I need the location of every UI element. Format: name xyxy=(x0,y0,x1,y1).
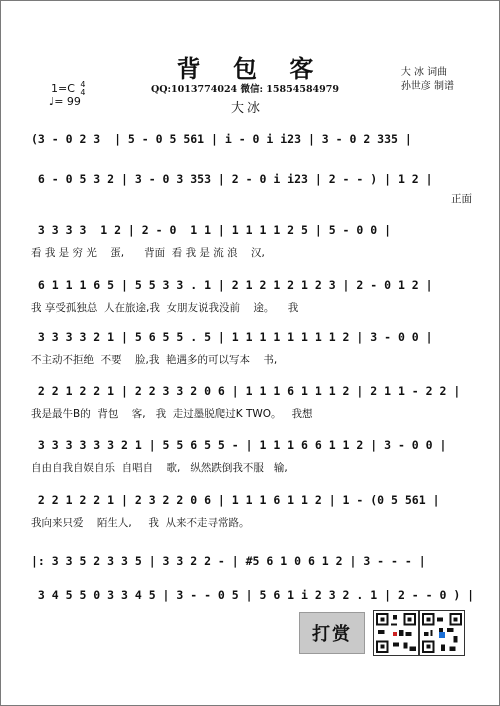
stave-2 xyxy=(31,171,477,187)
lyrics-music-credit: 大 冰 词曲 xyxy=(400,67,448,78)
stave-notes: 3 3 3 3 2 1 | 5 6 5 5 . 5 | 1 1 1 1 1 1 1 1 2 | 3 - 0 0 | xyxy=(31,330,433,344)
credits xyxy=(401,66,454,94)
stave-10 xyxy=(31,587,477,603)
stave-7 xyxy=(31,437,477,476)
stave-notes: 6 - 0 5 3 2 | 3 - 0 3 353 | 2 - 0 i i23 | 2 - - ) | 1 2 | xyxy=(31,172,433,186)
song-title: 背 包 客 xyxy=(176,54,326,83)
meter-top: 4 xyxy=(80,80,86,89)
reward-button[interactable]: 打赏 xyxy=(299,612,365,654)
stave-1 xyxy=(31,131,477,147)
key-label: 1=C xyxy=(51,82,75,95)
stave-notes: (3 - 0 2 3 | 5 - 0 5 561 | i - 0 i i23 | 3 - 0 2 335 | xyxy=(31,132,412,146)
stave-notes: 2 2 1 2 2 1 | 2 2 3 3 2 0 6 | 1 1 1 6 1 1 1 2 | 2 1 1 - 2 2 | xyxy=(31,384,461,398)
stave-notes: |: 3 3 5 2 3 3 5 | 3 3 2 2 - | #5 6 1 0 6 1 2 | 3 - - - | xyxy=(31,554,426,568)
stave-6 xyxy=(31,383,477,422)
stave-lyrics: 自由自我自娱自乐 自唱自 歌, 纵然跌倒我不服 输, xyxy=(31,462,288,474)
stave-notes: 3 3 3 3 1 2 | 2 - 0 1 1 | 1 1 1 1 2 5 | 5 - 0 0 | xyxy=(31,223,392,237)
stave-3 xyxy=(31,222,477,261)
stave-lyrics: 不主动不拒绝 不要 脸,我 艳遇多的可以写本 书, xyxy=(31,354,278,366)
stave-notes: 2 2 1 2 2 1 | 2 3 2 2 0 6 | 1 1 1 6 1 1 2 | 1 - (0 5 561 | xyxy=(31,493,440,507)
stave-lyrics: 我是最牛B的 背包 客, 我 走过墨脱爬过K TWO。 我想 xyxy=(31,408,313,420)
singer-name: 大冰 xyxy=(231,101,264,116)
time-signature xyxy=(80,81,85,97)
stave-lyrics: 我 享受孤独总 人在旅途,我 女朋友说我没前 途。 我 xyxy=(31,302,299,314)
stave-notes: 3 4 5 5 0 3 3 4 5 | 3 - - 0 5 | 5 6 1 i 2 3 2 . 1 | 2 - - 0 ) | xyxy=(31,588,475,602)
wechat-qr-code xyxy=(373,610,419,656)
stave-notes: 3 3 3 3 3 3 2 1 | 5 5 6 5 5 - | 1 1 1 6 6 1 1 2 | 3 - 0 0 | xyxy=(31,438,447,452)
stave-9 xyxy=(31,553,477,569)
stave-4 xyxy=(31,277,477,316)
stave-lyrics: 我向来只爱 陌生人, 我 从来不走寻常路。 xyxy=(31,517,250,529)
stave-notes: 6 1 1 1 6 5 | 5 5 3 3 . 1 | 2 1 2 1 2 1 2 3 | 2 - 0 1 2 | xyxy=(31,278,433,292)
meter-bottom: 4 xyxy=(80,88,86,97)
alipay-qr-code xyxy=(419,610,465,656)
stave-lyrics: 看 我 是 穷 光 蛋, 背面 看 我 是 流 浪 汉, xyxy=(31,247,265,259)
stave-8 xyxy=(31,492,477,531)
stave-5 xyxy=(31,329,477,368)
tempo-marking: ♩= 99 xyxy=(49,95,81,108)
side-label: 正面 xyxy=(451,193,472,205)
contact-info: QQ:1013774024 微信: 15854584979 xyxy=(151,84,339,95)
arranger-credit: 孙世彦 制谱 xyxy=(400,81,454,92)
